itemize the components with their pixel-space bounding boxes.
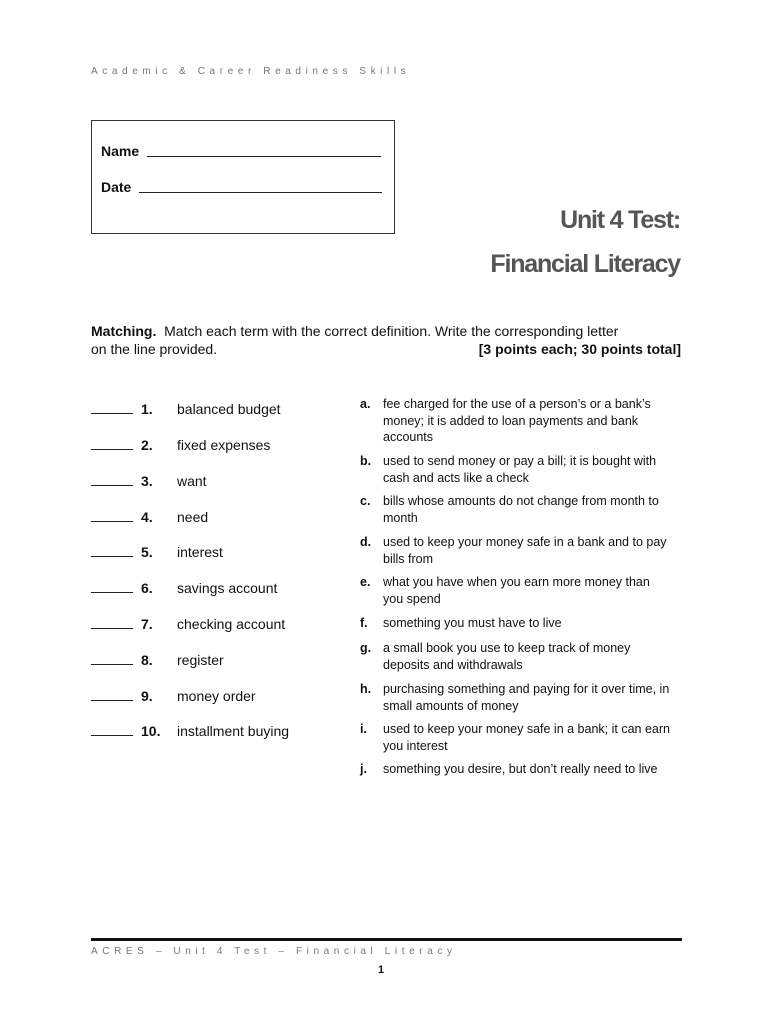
- instructions-line-1: Match each term with the correct definition. Write the corresponding letter: [164, 323, 619, 339]
- definition-text: bills whose amounts do not change from month to month: [383, 494, 659, 525]
- definition-letter: c.: [360, 494, 371, 508]
- term-number: 5.: [141, 544, 153, 560]
- term-number: 7.: [141, 616, 153, 632]
- answer-blank[interactable]: [91, 700, 133, 701]
- definition-letter: h.: [360, 682, 372, 696]
- name-line[interactable]: [147, 156, 381, 157]
- running-header: Academic & Career Readiness Skills: [91, 66, 411, 77]
- instructions-line-2: on the line provided.: [91, 341, 218, 357]
- answer-blank[interactable]: [91, 485, 133, 486]
- instructions: [91, 322, 681, 358]
- name-date-box: [91, 120, 395, 234]
- answer-blank[interactable]: [91, 735, 133, 736]
- term-number: 8.: [141, 652, 153, 668]
- definition-letter: i.: [360, 722, 367, 736]
- definition-text: used to keep your money safe in a bank and to pay bills from: [383, 535, 667, 566]
- definition-text: a small book you use to keep track of money deposits and withdrawals: [383, 641, 631, 672]
- definition-text: purchasing something and paying for it over time, in small amounts of money: [383, 682, 670, 713]
- answer-blank[interactable]: [91, 449, 133, 450]
- definition-text: what you have when you earn more money than you spend: [383, 575, 650, 606]
- points-note: [3 points each; 30 points total]: [478, 341, 681, 357]
- date-field[interactable]: [101, 179, 382, 195]
- definition-letter: j.: [360, 762, 367, 776]
- term-number: 9.: [141, 688, 153, 704]
- title-line-1: Unit 4 Test:: [560, 206, 680, 234]
- definition-text: used to send money or pay a bill; it is bought with cash and acts like a check: [383, 454, 657, 485]
- term-text: need: [177, 509, 209, 525]
- term-text: installment buying: [177, 723, 290, 739]
- term-number: 6.: [141, 580, 153, 596]
- term-text: balanced budget: [177, 401, 281, 417]
- page-number: 1: [378, 964, 385, 976]
- term-number: 1.: [141, 401, 153, 417]
- answer-blank[interactable]: [91, 413, 133, 414]
- definition-letter: d.: [360, 535, 372, 549]
- answer-blank[interactable]: [91, 628, 133, 629]
- name-field[interactable]: [101, 143, 381, 159]
- definition-text: something you desire, but don’t really need to live: [383, 762, 658, 776]
- term-text: fixed expenses: [177, 437, 271, 453]
- term-text: register: [177, 652, 224, 668]
- date-label: Date: [101, 179, 132, 195]
- name-label: Name: [101, 143, 140, 159]
- term-text: checking account: [177, 616, 286, 632]
- term-text: want: [177, 473, 207, 489]
- definition-text: something you must have to live: [383, 616, 562, 630]
- date-line[interactable]: [139, 192, 382, 193]
- definition-text: used to keep your money safe in a bank; it can earn you interest: [383, 722, 670, 753]
- answer-blank[interactable]: [91, 664, 133, 665]
- instructions-lead: Matching.: [91, 323, 157, 339]
- term-number: 10.: [141, 723, 161, 739]
- title-line-2: Financial Literacy: [490, 250, 680, 278]
- definition-letter: g.: [360, 641, 372, 655]
- answer-blank[interactable]: [91, 556, 133, 557]
- answer-blank[interactable]: [91, 592, 133, 593]
- definition-letter: f.: [360, 616, 368, 630]
- answer-blank[interactable]: [91, 521, 133, 522]
- definition-letter: b.: [360, 454, 372, 468]
- term-number: 4.: [141, 509, 153, 525]
- footer: ACRES – Unit 4 Test – Financial Literacy: [91, 946, 457, 957]
- term-number: 2.: [141, 437, 153, 453]
- term-text: savings account: [177, 580, 278, 596]
- footer-rule: [91, 938, 682, 941]
- definition-text: fee charged for the use of a person’s or a bank’s money; it is added to loan payments and bank accounts: [383, 397, 651, 444]
- term-text: interest: [177, 544, 223, 560]
- definition-letter: e.: [360, 575, 371, 589]
- definition-letter: a.: [360, 397, 371, 411]
- term-text: money order: [177, 688, 256, 704]
- term-number: 3.: [141, 473, 153, 489]
